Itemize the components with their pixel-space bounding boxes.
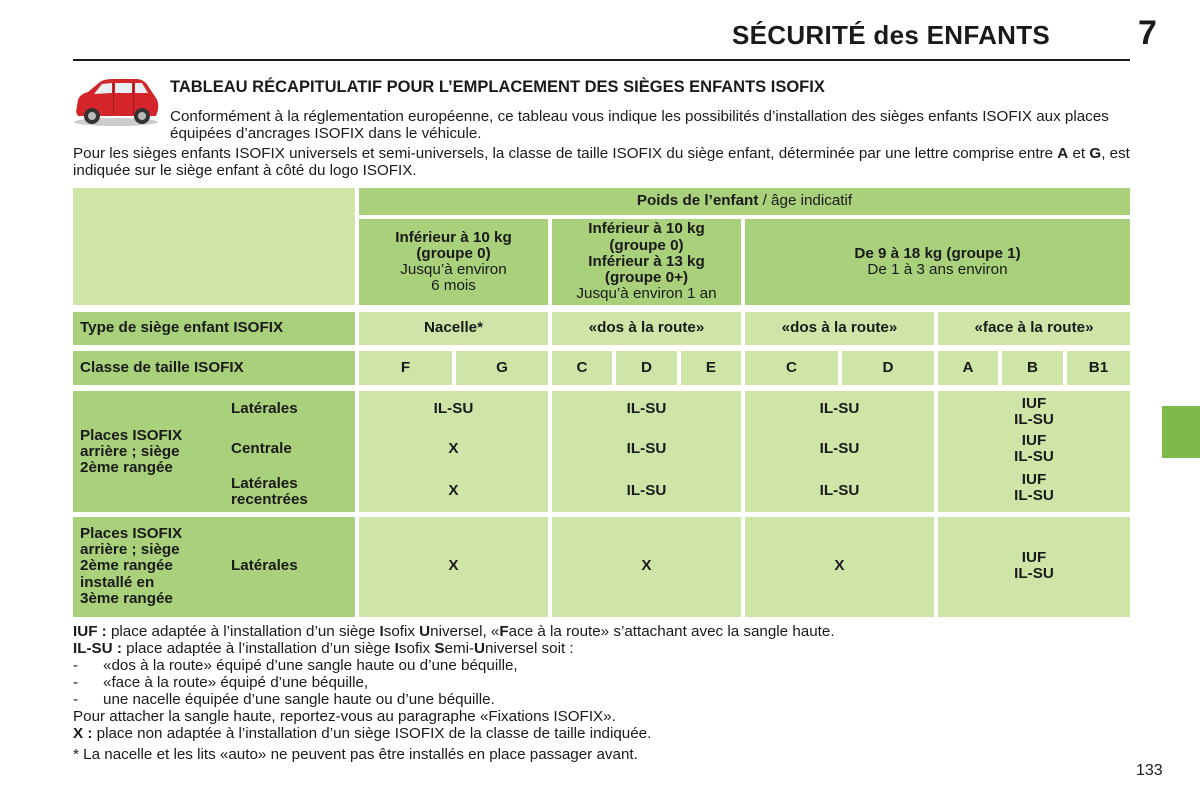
class-cell: G bbox=[456, 351, 548, 385]
note-iuf: IUF : place adaptée à l’installation d’un siège Isofix Universel, «Face à la route» s’attachant avec la sangle haute. bbox=[73, 623, 835, 640]
table-value: IL-SU bbox=[819, 440, 860, 457]
seat-position-label: Latérales bbox=[231, 400, 298, 417]
type-rear-facing-1: «dos à la route» bbox=[745, 312, 934, 345]
legend-notes bbox=[73, 623, 1143, 763]
class-cell: C bbox=[745, 351, 838, 385]
list-item: - «dos à la route» équipé d’une sangle haute ou d’une béquille, bbox=[73, 657, 518, 674]
group0plus-header: Inférieur à 10 kg (groupe 0) Inférieur à 13 kg (groupe 0+) Jusqu’à environ 1 an bbox=[552, 219, 741, 305]
intro-paragraph: Conformément à la réglementation européenne, ce tableau vous indique les possibilités d’installation des sièges enfants ISOFIX aux places équipées d’ancrages ISOFIX dans le véhicule. bbox=[170, 108, 1109, 142]
class-cell: B1 bbox=[1067, 351, 1130, 385]
isofix-class-paragraph: Pour les sièges enfants ISOFIX universels et semi-universels, la classe de taille ISOFIX du siège enfant, déterminée par une lettre comprise entre A et G, est indiquée sur le siège enfant à côté du logo ISOFIX. bbox=[73, 145, 1130, 179]
page-number: 133 bbox=[1136, 762, 1163, 779]
chapter-tab-marker bbox=[1162, 406, 1200, 458]
group0-header: Inférieur à 10 kg (groupe 0) Jusqu’à environ 6 mois bbox=[359, 219, 548, 305]
note-attach: Pour attacher la sangle haute, reportez-vous au paragraphe «Fixations ISOFIX». bbox=[73, 708, 616, 725]
block1-label: Places ISOFIX arrière ; siège 2ème rangée bbox=[80, 427, 183, 477]
table-value: IUF IL-SU bbox=[1014, 432, 1054, 466]
table-value: IL-SU bbox=[626, 482, 667, 499]
table-value: IL-SU bbox=[626, 400, 667, 417]
table-value: X bbox=[448, 557, 459, 574]
type-row-label: Type de siège enfant ISOFIX bbox=[73, 312, 355, 345]
table-value: IL-SU bbox=[626, 440, 667, 457]
footnote: * La nacelle et les lits «auto» ne peuvent pas être installés en place passager avant. bbox=[73, 746, 638, 763]
list-item: - une nacelle équipée d’une sangle haute ou d’une béquille. bbox=[73, 691, 495, 708]
block2-label: Places ISOFIX arrière ; siège 2ème rangée installé en 3ème rangée bbox=[80, 525, 183, 607]
red-car-icon bbox=[70, 74, 162, 128]
table-value: IL-SU bbox=[819, 482, 860, 499]
section-title: TABLEAU RÉCAPITULATIF POUR L’EMPLACEMENT DES SIÈGES ENFANTS ISOFIX bbox=[170, 78, 825, 96]
table-value: X bbox=[448, 440, 459, 457]
class-cell: D bbox=[842, 351, 934, 385]
table-value: IUF IL-SU bbox=[1014, 549, 1054, 583]
class-cell: D bbox=[616, 351, 677, 385]
table-value: X bbox=[448, 482, 459, 499]
table-value: X bbox=[834, 557, 845, 574]
list-item: - «face à la route» équipé d’une béquille, bbox=[73, 674, 369, 691]
table-value: IL-SU bbox=[819, 400, 860, 417]
chapter-number: 7 bbox=[1138, 14, 1157, 52]
seat-position-label: Latérales recentrées bbox=[231, 475, 308, 509]
type-rear-facing-0plus: «dos à la route» bbox=[552, 312, 741, 345]
note-ilsu: IL-SU : place adaptée à l’installation d’un siège Isofix Semi-Universel soit : bbox=[73, 640, 574, 657]
note-x: X : place non adaptée à l’installation d’un siège ISOFIX de la classe de taille indiquée. bbox=[73, 725, 652, 742]
seat-position-label: Latérales bbox=[231, 557, 298, 574]
table-corner-cell bbox=[73, 188, 355, 305]
class-cell: C bbox=[552, 351, 612, 385]
class-row-label: Classe de taille ISOFIX bbox=[73, 351, 355, 385]
seat-position-label: Centrale bbox=[231, 440, 292, 457]
page-header-title: SÉCURITÉ des ENFANTS bbox=[732, 20, 1051, 50]
table-value: IUF IL-SU bbox=[1014, 471, 1054, 505]
group1-header: De 9 à 18 kg (groupe 1) De 1 à 3 ans environ bbox=[745, 219, 1130, 305]
header-rule bbox=[73, 59, 1130, 61]
weight-header: Poids de l’enfant / âge indicatif bbox=[359, 188, 1130, 215]
class-cell: B bbox=[1002, 351, 1063, 385]
table-value: IUF IL-SU bbox=[1014, 395, 1054, 429]
table-value: IL-SU bbox=[433, 400, 474, 417]
class-cell: A bbox=[938, 351, 998, 385]
class-cell: F bbox=[359, 351, 452, 385]
type-nacelle: Nacelle* bbox=[359, 312, 548, 345]
class-cell: E bbox=[681, 351, 741, 385]
type-forward-facing-1: «face à la route» bbox=[938, 312, 1130, 345]
table-value: X bbox=[641, 557, 652, 574]
